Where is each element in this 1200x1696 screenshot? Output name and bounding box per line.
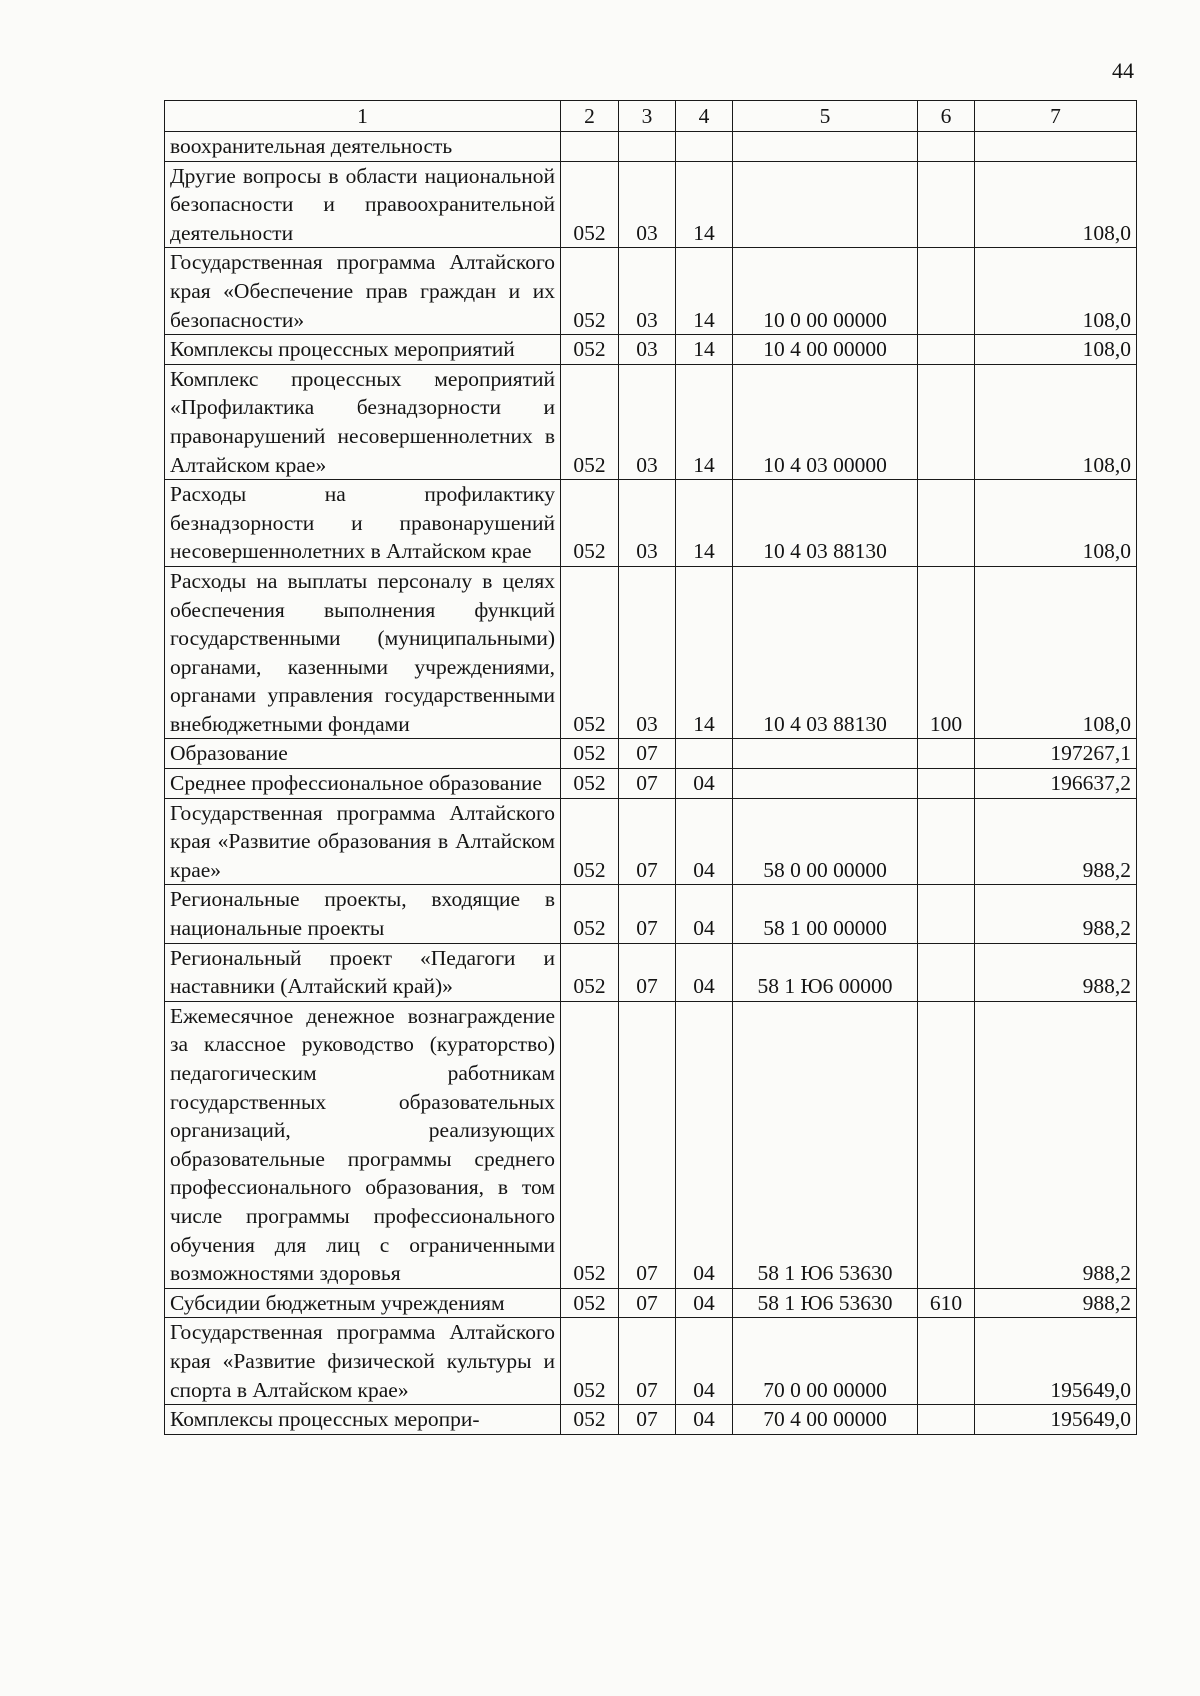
- column-header-ved: 2: [561, 101, 619, 132]
- column-header-csr: 5: [733, 101, 918, 132]
- row-pr: 04: [676, 1001, 733, 1288]
- row-sum: 108,0: [975, 480, 1137, 567]
- row-ved: 052: [561, 1288, 619, 1318]
- row-rz: 03: [619, 364, 676, 479]
- row-sum: 108,0: [975, 335, 1137, 365]
- row-sum: 196637,2: [975, 769, 1137, 799]
- row-name: Государственная программа Алтайского края «Обеспечение прав граждан и их безопасности»: [165, 248, 561, 335]
- row-vr: 100: [918, 566, 975, 739]
- row-vr: [918, 480, 975, 567]
- row-vr: [918, 769, 975, 799]
- column-header-rz: 3: [619, 101, 676, 132]
- row-rz: 07: [619, 1288, 676, 1318]
- row-ved: 052: [561, 161, 619, 248]
- row-ved: [561, 132, 619, 162]
- row-pr: 14: [676, 248, 733, 335]
- table-row: [165, 335, 1137, 365]
- table-row: [165, 248, 1137, 335]
- table-row: [165, 885, 1137, 943]
- row-csr: 70 4 00 00000: [733, 1405, 918, 1435]
- table-row: [165, 1001, 1137, 1288]
- row-pr: [676, 739, 733, 769]
- row-vr: [918, 1001, 975, 1288]
- header-row: [165, 101, 1137, 132]
- row-sum: 108,0: [975, 364, 1137, 479]
- table-row: [165, 798, 1137, 885]
- row-name: Комплексы процессных мероприятий: [165, 335, 561, 365]
- row-name: Образование: [165, 739, 561, 769]
- row-csr: [733, 739, 918, 769]
- budget-table: [164, 100, 1137, 1435]
- row-name: Субсидии бюджетным учреждениям: [165, 1288, 561, 1318]
- page-number: 44: [1112, 58, 1134, 83]
- table-row: [165, 364, 1137, 479]
- row-vr: [918, 132, 975, 162]
- table-row: [165, 769, 1137, 799]
- row-rz: 07: [619, 943, 676, 1001]
- row-name: Расходы на профилактику безнадзорности и правонарушений несовершеннолетних в Алтайском крае: [165, 480, 561, 567]
- column-header-pr: 4: [676, 101, 733, 132]
- row-vr: 610: [918, 1288, 975, 1318]
- row-sum: 108,0: [975, 566, 1137, 739]
- table-row: [165, 161, 1137, 248]
- row-csr: [733, 769, 918, 799]
- row-name: Государственная программа Алтайского края «Развитие физической культуры и спорта в Алтайском крае»: [165, 1318, 561, 1405]
- row-pr: [676, 132, 733, 162]
- row-rz: 07: [619, 1405, 676, 1435]
- row-ved: 052: [561, 335, 619, 365]
- row-sum: 988,2: [975, 943, 1137, 1001]
- row-csr: 58 0 00 00000: [733, 798, 918, 885]
- row-rz: 07: [619, 769, 676, 799]
- row-rz: 03: [619, 248, 676, 335]
- row-vr: [918, 1318, 975, 1405]
- row-ved: 052: [561, 769, 619, 799]
- row-name: Региональный проект «Педагоги и наставники (Алтайский край)»: [165, 943, 561, 1001]
- row-sum: 195649,0: [975, 1318, 1137, 1405]
- table-row: [165, 566, 1137, 739]
- row-csr: 10 4 00 00000: [733, 335, 918, 365]
- row-sum: 195649,0: [975, 1405, 1137, 1435]
- row-rz: 07: [619, 739, 676, 769]
- row-vr: [918, 1405, 975, 1435]
- row-rz: 07: [619, 885, 676, 943]
- row-sum: 988,2: [975, 1288, 1137, 1318]
- row-ved: 052: [561, 943, 619, 1001]
- row-sum: [975, 132, 1137, 162]
- column-header-vr: 6: [918, 101, 975, 132]
- column-header-sum: 7: [975, 101, 1137, 132]
- row-vr: [918, 943, 975, 1001]
- row-ved: 052: [561, 364, 619, 479]
- row-rz: 07: [619, 798, 676, 885]
- table-row: [165, 1405, 1137, 1435]
- table-row: [165, 480, 1137, 567]
- row-pr: 04: [676, 943, 733, 1001]
- row-rz: 03: [619, 335, 676, 365]
- row-csr: 10 4 03 88130: [733, 566, 918, 739]
- row-rz: 07: [619, 1001, 676, 1288]
- row-vr: [918, 335, 975, 365]
- row-sum: 988,2: [975, 798, 1137, 885]
- row-csr: 58 1 Ю6 00000: [733, 943, 918, 1001]
- row-name: Комплекс процессных мероприятий «Профилактика безнадзорности и правонарушений несовершеннолетних в Алтайском крае»: [165, 364, 561, 479]
- row-rz: [619, 132, 676, 162]
- row-sum: 988,2: [975, 1001, 1137, 1288]
- row-csr: 10 0 00 00000: [733, 248, 918, 335]
- row-pr: 04: [676, 1405, 733, 1435]
- row-pr: 04: [676, 1288, 733, 1318]
- table-row: [165, 132, 1137, 162]
- row-csr: 10 4 03 88130: [733, 480, 918, 567]
- row-csr: 10 4 03 00000: [733, 364, 918, 479]
- row-pr: 04: [676, 798, 733, 885]
- row-name: Комплексы процессных меропри-: [165, 1405, 561, 1435]
- row-sum: 197267,1: [975, 739, 1137, 769]
- row-sum: 988,2: [975, 885, 1137, 943]
- row-pr: 14: [676, 480, 733, 567]
- row-pr: 14: [676, 161, 733, 248]
- row-pr: 14: [676, 566, 733, 739]
- column-header-name: 1: [165, 101, 561, 132]
- row-csr: [733, 132, 918, 162]
- table-row: [165, 1288, 1137, 1318]
- table-row: [165, 943, 1137, 1001]
- row-vr: [918, 161, 975, 248]
- row-name: Расходы на выплаты персоналу в целях обеспечения выполнения функций государственными (муниципальными) органами, казенными учреждениями, органами управления государственными внебюджетными фондами: [165, 566, 561, 739]
- row-vr: [918, 364, 975, 479]
- row-csr: 58 1 00 00000: [733, 885, 918, 943]
- row-ved: 052: [561, 885, 619, 943]
- row-name: воохранительная деятельность: [165, 132, 561, 162]
- row-ved: 052: [561, 566, 619, 739]
- row-pr: 14: [676, 335, 733, 365]
- table-row: [165, 1318, 1137, 1405]
- row-csr: 58 1 Ю6 53630: [733, 1001, 918, 1288]
- row-ved: 052: [561, 739, 619, 769]
- row-rz: 03: [619, 480, 676, 567]
- row-ved: 052: [561, 1318, 619, 1405]
- row-name: Среднее профессиональное образование: [165, 769, 561, 799]
- row-name: Государственная программа Алтайского края «Развитие образования в Алтайском крае»: [165, 798, 561, 885]
- row-vr: [918, 248, 975, 335]
- row-csr: 70 0 00 00000: [733, 1318, 918, 1405]
- row-csr: [733, 161, 918, 248]
- row-pr: 14: [676, 364, 733, 479]
- row-name: Ежемесячное денежное вознаграждение за классное руководство (кураторство) педагогическим работникам государственных образовательных организаций, реализующих образовательные программы среднего профессионального образования, в том числе программы профессионального обучения для лиц с ограниченными возможностями здоровья: [165, 1001, 561, 1288]
- row-ved: 052: [561, 248, 619, 335]
- table-row: [165, 739, 1137, 769]
- row-pr: 04: [676, 1318, 733, 1405]
- row-rz: 03: [619, 566, 676, 739]
- row-ved: 052: [561, 1001, 619, 1288]
- row-pr: 04: [676, 769, 733, 799]
- row-ved: 052: [561, 798, 619, 885]
- row-ved: 052: [561, 480, 619, 567]
- row-vr: [918, 885, 975, 943]
- row-sum: 108,0: [975, 248, 1137, 335]
- row-csr: 58 1 Ю6 53630: [733, 1288, 918, 1318]
- row-pr: 04: [676, 885, 733, 943]
- row-ved: 052: [561, 1405, 619, 1435]
- row-rz: 03: [619, 161, 676, 248]
- row-rz: 07: [619, 1318, 676, 1405]
- row-vr: [918, 798, 975, 885]
- row-name: Региональные проекты, входящие в национальные проекты: [165, 885, 561, 943]
- row-vr: [918, 739, 975, 769]
- row-sum: 108,0: [975, 161, 1137, 248]
- row-name: Другие вопросы в области национальной безопасности и правоохранительной деятельности: [165, 161, 561, 248]
